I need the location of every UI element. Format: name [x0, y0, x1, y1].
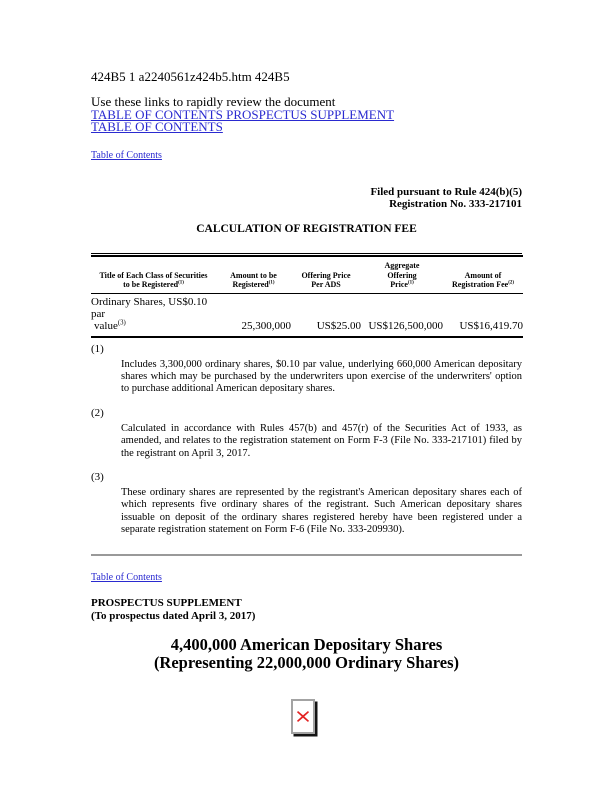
offering-title-block	[91, 636, 522, 673]
offering-shares-line: 4,400,000 American Depositary Shares	[170, 634, 443, 654]
table-of-contents-link[interactable]: Table of Contents	[91, 571, 162, 583]
links-intro-text: Use these links to rapidly review the document	[91, 94, 336, 109]
fee-table-title: CALCULATION OF REGISTRATION FEE	[196, 222, 417, 235]
col-header-offering-price: Offering Price Per ADS	[291, 256, 361, 293]
cell-offering-price-per-ads: US$25.00	[291, 293, 361, 337]
footnote-3-label: (3)	[91, 470, 104, 483]
footnote-2-text: Calculated in accordance with Rules 457(b) and 457(r) of the Securities Act of 1933, as amended, and relates to the registration statement on Form F-3 (File No. 333-217101) filed by the registrant on April 3, 2017.	[121, 422, 522, 459]
table-of-contents-link[interactable]: Table of Contents	[91, 149, 162, 161]
cell-security-title: Ordinary Shares, US$0.10 par value$^{(3)}$	[91, 293, 216, 337]
broken-image-icon	[291, 699, 315, 734]
prospectus-supplement-heading	[91, 597, 522, 623]
registration-number-line: Registration No. 333-217101	[389, 198, 522, 210]
review-link-toc[interactable]: TABLE OF CONTENTS	[91, 119, 223, 134]
fee-table-container	[91, 253, 522, 338]
section-divider-rule	[91, 554, 522, 556]
footnote-2	[91, 408, 522, 460]
filed-pursuant-line: Filed pursuant to Rule 424(b)(5)	[370, 185, 522, 198]
review-link-toc-prospectus-supplement[interactable]: TABLE OF CONTENTS PROSPECTUS SUPPLEMENT	[91, 106, 395, 122]
col-header-aggregate-price: Aggregate Offering Price$^{(1)}$	[361, 256, 443, 293]
footnote-3-text: These ordinary shares are represented by the registrant's American depositary shares each of which represents five ordinary shares of the registrant. Such American depositary shares issuable on deposit of the ordinary shares registered hereby have been registered under a separate registration statement on Form F-6 (File No. 333-209930).	[121, 486, 522, 536]
col-header-registration-fee: Amount of Registration Fee$^{(2)}$	[443, 256, 523, 293]
prospectus-supplement-title: PROSPECTUS SUPPLEMENT	[91, 596, 242, 609]
fee-table-data-row	[91, 293, 523, 337]
prospectus-date-line: (To prospectus dated April 3, 2017)	[91, 609, 256, 622]
registration-fee-table	[91, 255, 523, 338]
footnote-2-label: (2)	[91, 406, 104, 419]
footnote-1	[91, 344, 522, 396]
col-header-amount-registered: Amount to be Registered$^{(1)}$	[216, 256, 291, 293]
offering-ordinary-shares-line: (Representing 22,000,000 Ordinary Shares)	[153, 653, 460, 673]
footnote-3	[91, 472, 522, 537]
footnote-1-label: (1)	[91, 342, 104, 355]
footnote-1-text: Includes 3,300,000 ordinary shares, $0.10 par value, underlying 660,000 American depositary shares which may be purchased by the underwriters upon exercise of the underwriters' option to purchase additional American depositary shares.	[121, 358, 522, 395]
col-header-title-of-class: Title of Each Class of Securities to be Registered$^{(1)}$	[91, 256, 216, 293]
cell-amount-registered: 25,300,000	[216, 293, 291, 337]
cell-registration-fee: US$16,419.70	[443, 293, 523, 337]
red-x-glyph	[297, 711, 309, 722]
cell-aggregate-offering-price: US$126,500,000	[361, 293, 443, 337]
document-type-header: 424B5 1 a2240561z424b5.htm 424B5	[91, 69, 290, 84]
review-links-block	[91, 96, 522, 134]
fee-table-header-row	[91, 256, 523, 293]
filing-info-block	[91, 186, 522, 211]
